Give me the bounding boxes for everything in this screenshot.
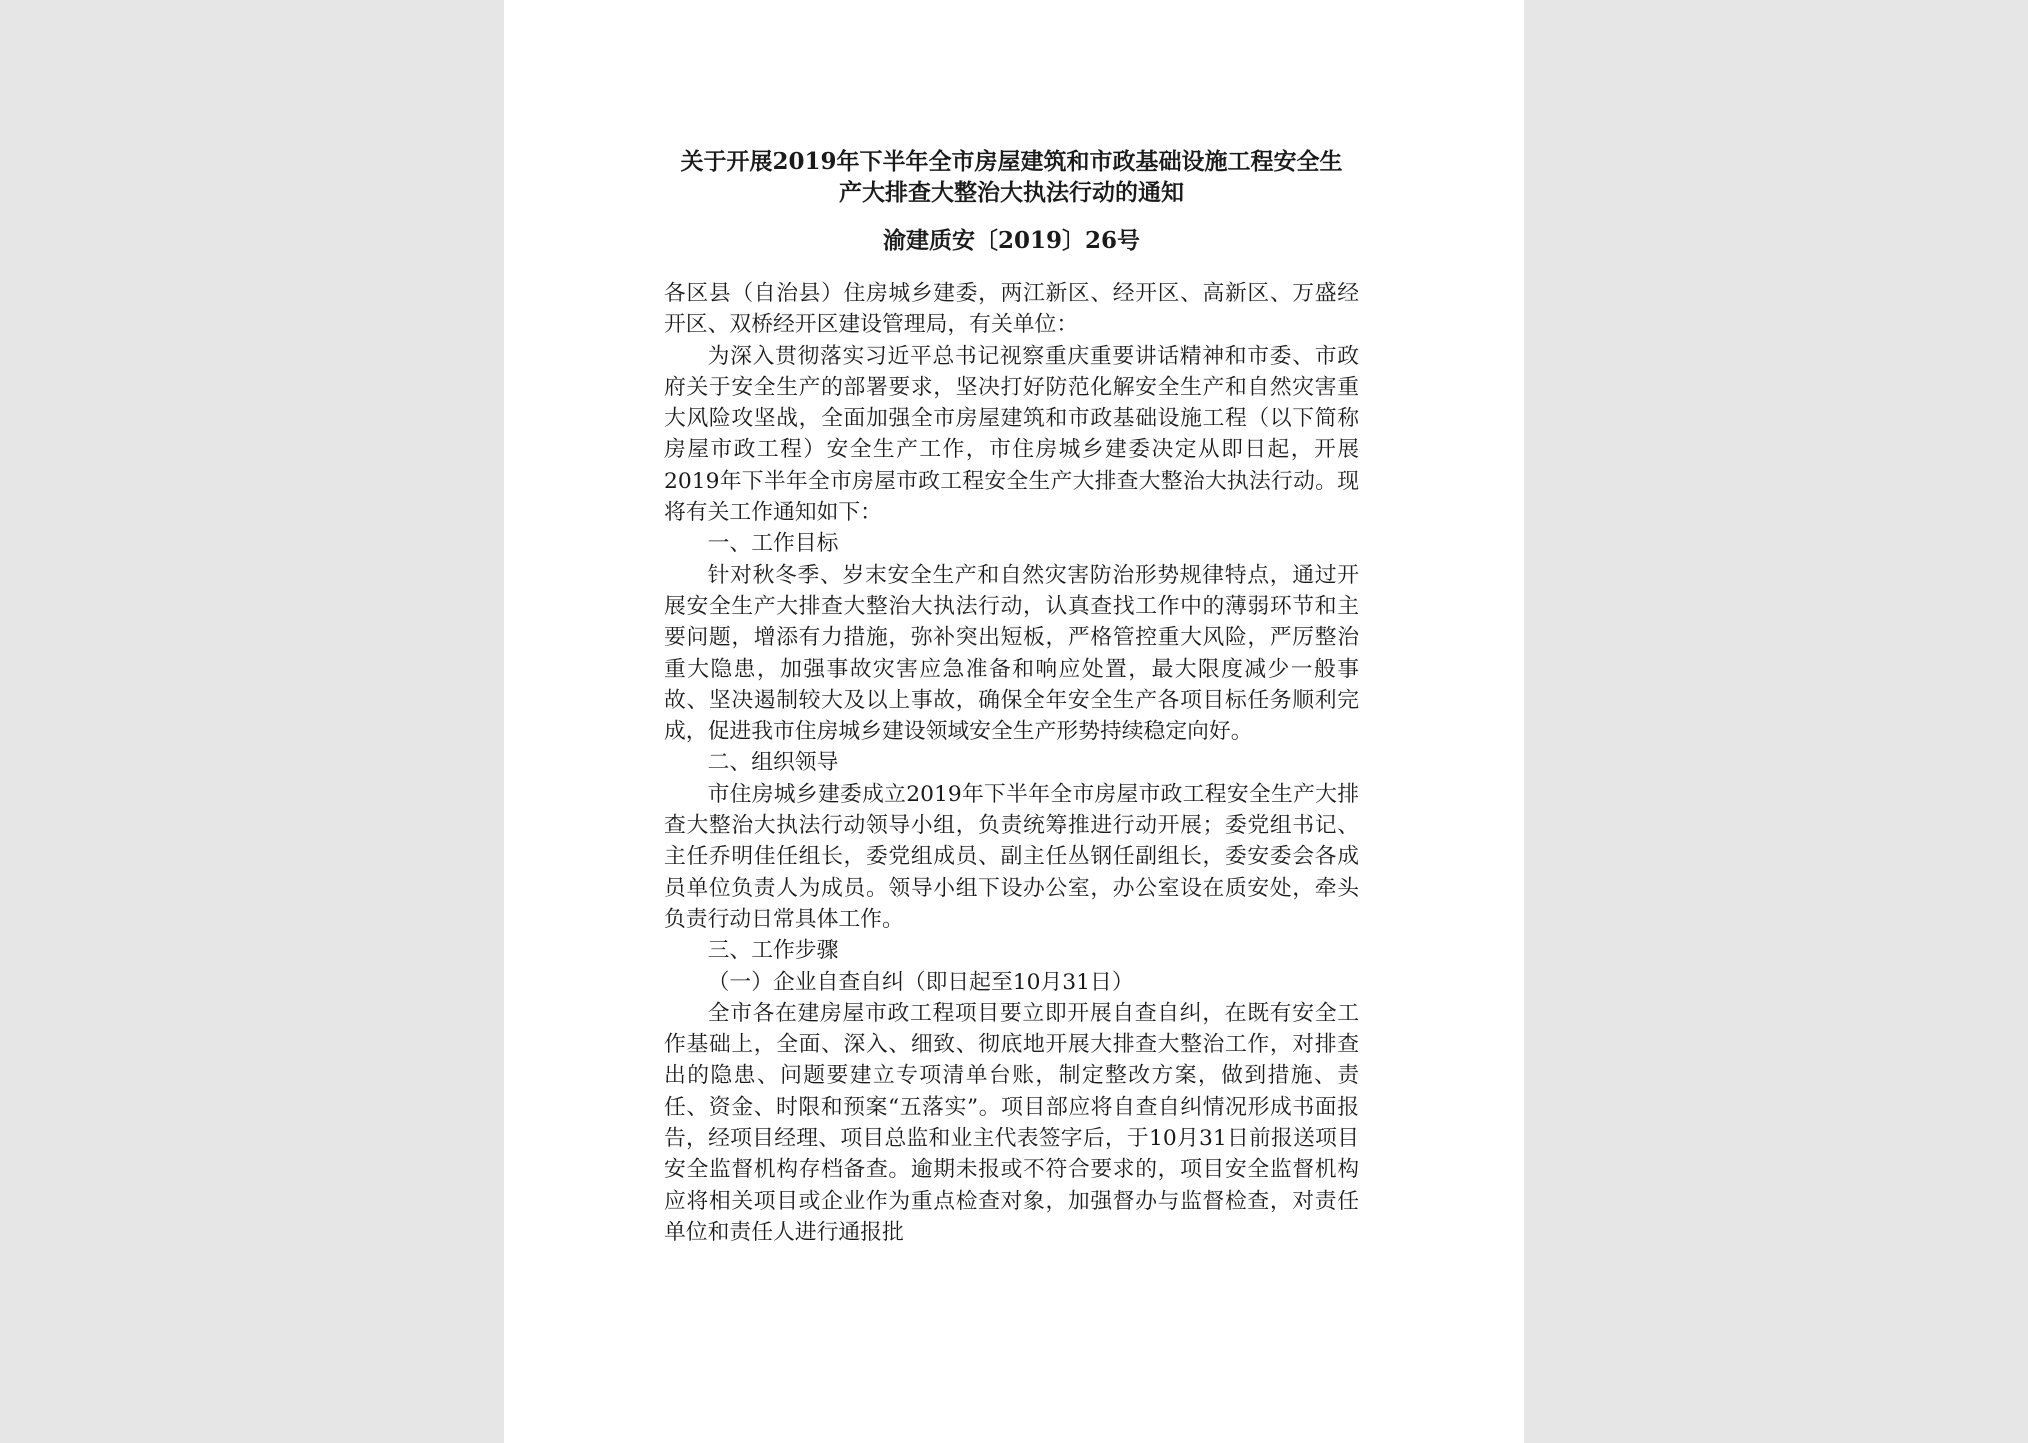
section-2-paragraph: 市住房城乡建委成立2019年下半年全市房屋市政工程安全生产大排查大整治大执法行动领导小组，负责统筹推进行动开展；委党组书记、主任乔明佳任组长，委党组成员、副主任丛钢任副组长，委安委会各成员单位负责人为成员。领导小组下设办公室，办公室设在质安处，牵头负责行动日常具体工作。 xyxy=(664,781,1359,932)
step-1-paragraph: 全市各在建房屋市政工程项目要立即开展自查自纠，在既有安全工作基础上，全面、深入、细致、彻底地开展大排查大整治工作，对排查出的隐患、问题要建立专项清单台账，制定整改方案，做到措施、责任、资金、时限和预案“五落实”。项目部应将自查自纠情况形成书面报告，经项目经理、项目总监和业主代表签字后，于10月31日前报送项目安全监督机构存档备查。逾期未报或不符合要求的，项目安全监督机构应将相关项目或企业作为重点检查对象，加强督办与监督检查，对责任单位和责任人进行通报批 xyxy=(664,1000,1359,1245)
intro-paragraph: 为深入贯彻落实习近平总书记视察重庆重要讲话精神和市委、市政府关于安全生产的部署要求，坚决打好防范化解安全生产和自然灾害重大风险攻坚战，全面加强全市房屋建筑和市政基础设施工程（以下简称房屋市政工程）安全生产工作，市住房城乡建委决定从即日起，开展2019年下半年全市房屋市政工程安全生产大排查大整治大执法行动。现将有关工作通知如下： xyxy=(664,343,1359,526)
document-number: 渝建质安〔2019〕26号 xyxy=(882,227,1141,254)
section-2-heading: 二、组织领导 xyxy=(707,750,839,776)
document-body xyxy=(664,278,1359,1248)
section-1-heading: 一、工作目标 xyxy=(707,531,839,557)
document-title xyxy=(664,146,1359,208)
salutation: 各区县（自治县）住房城乡建委，两江新区、经开区、高新区、万盛经开区、双桥经开区建设管理局，有关单位： xyxy=(664,281,1359,338)
document-page xyxy=(504,0,1524,1443)
step-1-heading: （一）企业自查自纠（即日起至10月31日） xyxy=(707,969,1134,995)
section-1-paragraph: 针对秋冬季、岁末安全生产和自然灾害防治形势规律特点，通过开展安全生产大排查大整治大执法行动，认真查找工作中的薄弱环节和主要问题，增添有力措施，弥补突出短板，严格管控重大风险，严厉整治重大隐患，加强事故灾害应急准备和响应处置，最大限度减少一般事故、坚决遏制较大及以上事故，确保全年安全生产各项目标任务顺利完成，促进我市住房城乡建设领域安全生产形势持续稳定向好。 xyxy=(664,562,1359,745)
title-line-1: 关于开展2019年下半年全市房屋建筑和市政基础设施工程安全生 xyxy=(680,148,1343,175)
section-3-heading: 三、工作步骤 xyxy=(707,938,839,964)
title-line-2: 产大排查大整治大执法行动的通知 xyxy=(839,179,1184,206)
